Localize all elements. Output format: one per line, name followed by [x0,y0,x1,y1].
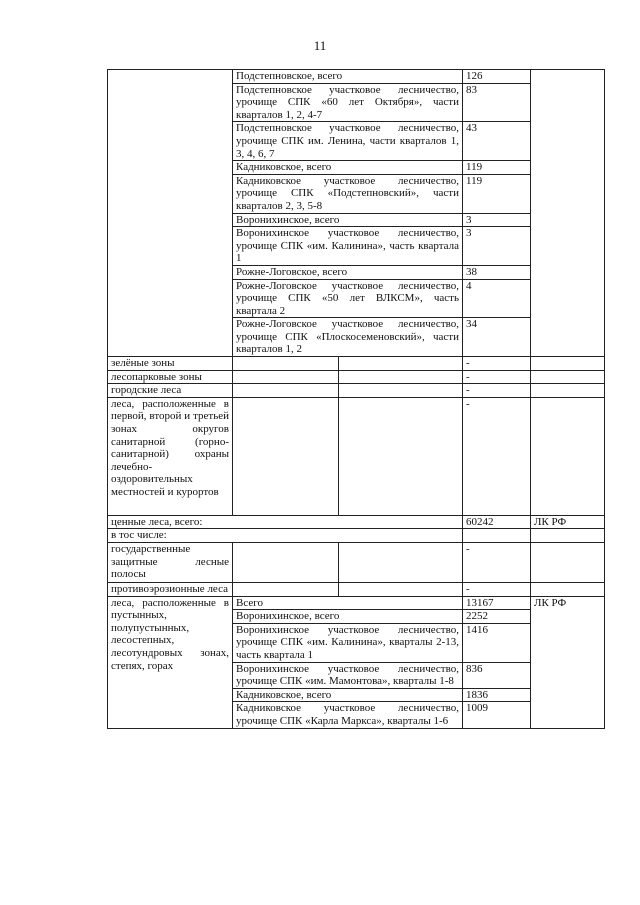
value-cell: 119 [463,174,531,213]
area-cell: Кадниковское, всего [233,161,463,175]
table-row [108,529,605,543]
category-cell: ценные леса, всего: [108,515,463,529]
area-cell [339,370,463,384]
category-cell: противоэрозионные леса [108,583,233,597]
table-row [108,370,605,384]
category-cell: лесопарковые зоны [108,370,233,384]
value-cell: 3 [463,213,531,227]
table-row [108,543,605,583]
category-cell: зелёные зоны [108,357,233,371]
table-row [108,384,605,398]
area-cell: Подстепновское участковое лесничество, урочище СПК им. Ленина, части кварталов 1, 3, 4, 6, 7 [233,122,463,161]
area-cell: Воронихинское, всего [233,213,463,227]
value-cell: 1416 [463,623,531,662]
area-cell: Подстепновское участковое лесничество, урочище СПК «60 лет Октября», части кварталов 1, 2, 4-7 [233,83,463,122]
table-row [108,70,605,84]
area-cell [339,357,463,371]
value-cell: 836 [463,662,531,688]
area-cell: Рожне-Логовское участковое лесничество, урочище СПК «Плоскосеменовский», части кварталов 1, 2 [233,318,463,357]
value-cell: 13167 [463,596,531,610]
area-cell [233,543,339,583]
table-row [108,596,605,610]
area-cell [339,397,463,515]
value-cell: 126 [463,70,531,84]
area-cell [339,384,463,398]
area-cell [233,357,339,371]
area-cell: Рожне-Логовское участковое лесничество, урочище СПК «50 лет ВЛКСМ», часть квартала 2 [233,279,463,318]
area-cell: Кадниковское участковое лесничество, урочище СПК «Подстепновский», части кварталов 2, 3, 5-8 [233,174,463,213]
table-row [108,357,605,371]
value-cell: - [463,357,531,371]
value-cell: 34 [463,318,531,357]
ref-cell [531,384,605,398]
area-cell: Кадниковское, всего [233,688,463,702]
value-cell: 2252 [463,610,531,624]
area-cell [339,583,463,597]
value-cell: 3 [463,227,531,266]
area-cell: Рожне-Логовское, всего [233,265,463,279]
category-cell: государственные защитные лесные полосы [108,543,233,583]
value-cell: 83 [463,83,531,122]
value-cell: - [463,370,531,384]
value-cell: - [463,384,531,398]
ref-cell [531,70,605,357]
value-cell: - [463,543,531,583]
value-cell: 119 [463,161,531,175]
area-cell [233,583,339,597]
table-row [108,397,605,515]
ref-cell [531,529,605,543]
page-number: 11 [313,38,327,53]
value-cell: 60242 [463,515,531,529]
table-row [108,515,605,529]
area-cell: Подстепновское, всего [233,70,463,84]
ref-cell: ЛК РФ [531,515,605,529]
category-cell: в тос числе: [108,529,463,543]
value-cell: - [463,397,531,515]
ref-cell [531,370,605,384]
ref-cell [531,583,605,597]
value-cell: 43 [463,122,531,161]
area-cell [233,370,339,384]
category-cell: городские леса [108,384,233,398]
area-cell [339,543,463,583]
ref-cell [531,397,605,515]
area-cell [233,397,339,515]
category-cell [108,70,233,357]
value-cell: - [463,583,531,597]
category-cell: леса, расположенные в первой, второй и третьей зонах округов санитарной (горно-санитарной) охраны лечебно-оздоровительных местностей и курортов [108,397,233,515]
value-cell: 38 [463,265,531,279]
value-cell: 4 [463,279,531,318]
table-row [108,583,605,597]
area-cell: Воронихинское участковое лесничество, урочище СПК «им. Мамонтова», кварталы 1-8 [233,662,463,688]
value-cell: 1009 [463,702,531,728]
area-cell: Воронихинское, всего [233,610,463,624]
area-cell: Всего [233,596,463,610]
value-cell [463,529,531,543]
ref-cell [531,357,605,371]
ref-cell [531,543,605,583]
ref-cell: ЛК РФ [531,596,605,728]
area-cell: Воронихинское участковое лесничество, урочище СПК «им. Калинина», часть квартала 1 [233,227,463,266]
value-cell: 1836 [463,688,531,702]
area-cell [233,384,339,398]
forest-category-table [107,69,605,729]
category-cell: леса, расположенные в пустынных, полупустынных, лесостепных, лесотундровых зонах, степях, горах [108,596,233,728]
area-cell: Воронихинское участковое лесничество, урочище СПК «им. Калинина», кварталы 2-13, часть квартала 1 [233,623,463,662]
area-cell: Кадниковское участковое лесничество, урочище СПК «Карла Маркса», кварталы 1-6 [233,702,463,728]
